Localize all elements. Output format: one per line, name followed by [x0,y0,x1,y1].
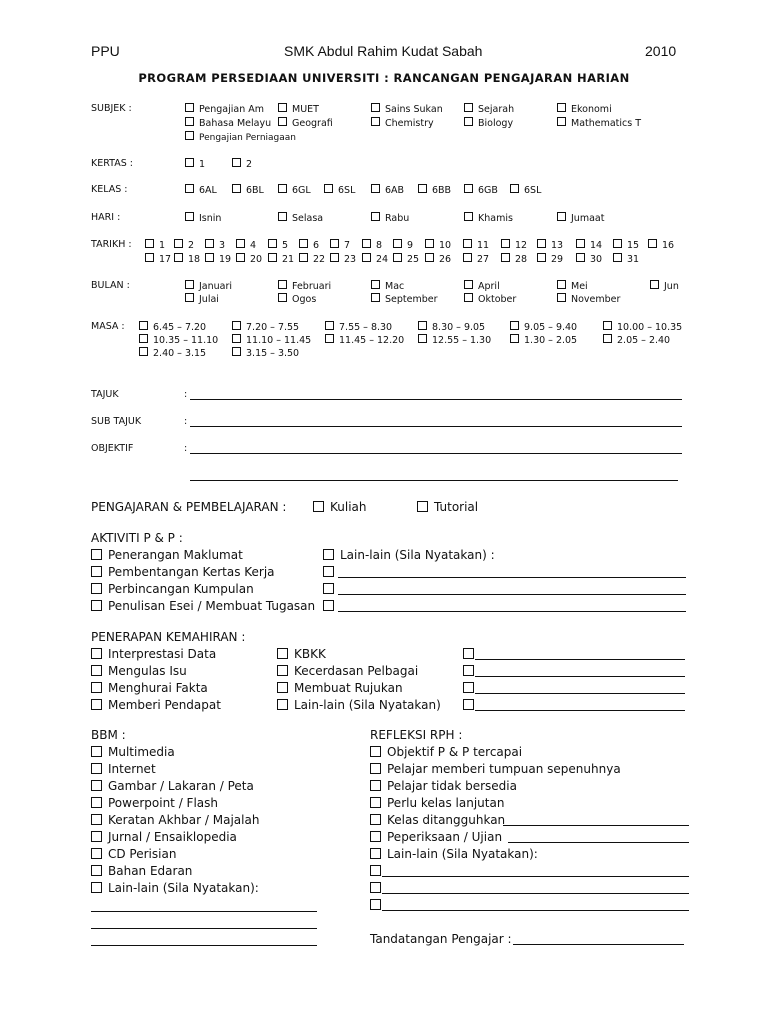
masa-option[interactable]: 11.10 – 11.45 [232,334,311,346]
checkbox-icon [613,239,622,248]
masa-option[interactable]: 11.45 – 12.20 [325,334,404,346]
kemahiran-blank-line[interactable] [475,710,685,711]
signature-line[interactable] [513,944,684,945]
refleksi-option[interactable]: Peperiksaan / Ujian [370,830,502,844]
bulan-option[interactable]: Mac [371,280,404,292]
kemahiran-option[interactable]: Membuat Rujukan [277,681,403,695]
checkbox-icon [370,831,381,842]
checkbox-icon [464,212,473,221]
subjek-option[interactable]: Pengajian Am [185,103,264,115]
checkbox-icon [278,212,287,221]
subjek-option[interactable]: Pengajian Perniagaan [185,131,296,143]
checkbox-icon [91,882,102,893]
checkbox-icon [232,158,241,167]
kemahiran-option[interactable]: Kecerdasan Pelbagai [277,664,418,678]
checkbox-icon [325,334,334,343]
checkbox-icon [205,239,214,248]
bbm-option[interactable]: Lain-lain (Sila Nyatakan): [91,881,259,895]
checkbox-icon [232,334,241,343]
refleksi-label: REFLEKSI RPH : [370,728,463,742]
checkbox-icon [557,293,566,302]
hari-option[interactable]: Isnin [185,212,221,224]
masa-option[interactable]: 1.30 – 2.05 [510,334,577,346]
bulan-option[interactable]: Mei [557,280,588,292]
checkbox-icon [91,566,102,577]
objektif-input-line[interactable] [190,453,682,454]
kemahiran-option[interactable]: Mengulas Isu [91,664,187,678]
aktiviti-option[interactable]: Penulisan Esei / Membuat Tugasan [91,599,315,613]
checkbox-icon [232,321,241,330]
checkbox-icon [174,239,183,248]
kertas-label: KERTAS : [91,158,133,169]
checkbox-icon [370,746,381,757]
checkbox-icon [278,293,287,302]
checkbox-icon [371,280,380,289]
bbm-option[interactable]: Internet [91,762,156,776]
checkbox-icon [371,184,380,193]
checkbox-icon [370,797,381,808]
checkbox-icon [603,321,612,330]
refleksi-option[interactable]: Objektif P & P tercapai [370,745,522,759]
checkbox-icon [463,239,472,248]
kelas-option[interactable]: 6AL [185,184,217,196]
objektif-colon: : [184,443,188,454]
kelas-option[interactable]: 6BB [418,184,451,196]
masa-option[interactable]: 2.40 – 3.15 [139,347,206,359]
bbm-blank-line[interactable] [91,945,317,946]
bbm-option[interactable]: Jurnal / Ensaiklopedia [91,830,237,844]
checkbox-icon [463,699,474,710]
aktiviti-blank-line[interactable] [338,594,686,595]
tarikh-option[interactable]: 4 [236,239,256,251]
tarikh-option[interactable]: 7 [330,239,350,251]
subjek-option[interactable]: Mathematics T [557,117,641,129]
tarikh-option[interactable]: 9 [393,239,413,251]
masa-option[interactable]: 12.55 – 1.30 [418,334,491,346]
hari-option[interactable]: Rabu [371,212,409,224]
kertas-option[interactable]: 1 [185,158,205,170]
checkbox-icon [185,131,194,140]
checkbox-icon [418,321,427,330]
checkbox-icon [370,882,381,893]
checkbox-icon [91,549,102,560]
checkbox-icon [464,117,473,126]
checkbox-icon [370,814,381,825]
pnp-option-kuliah[interactable]: Kuliah [313,500,367,514]
checkbox-icon [268,253,277,262]
checkbox-icon [464,103,473,112]
subjek-option[interactable]: Chemistry [371,117,434,129]
checkbox-icon [174,253,183,262]
checkbox-icon [323,566,334,577]
checkbox-icon [362,253,371,262]
kemahiran-option[interactable]: Memberi Pendapat [91,698,221,712]
checkbox-icon [236,239,245,248]
header-right: 2010 [645,43,677,59]
tarikh-option[interactable]: 28 [501,253,527,265]
bbm-blank-line[interactable] [91,928,317,929]
objektif-label: OBJEKTIF [91,443,134,454]
masa-option[interactable]: 9.05 – 9.40 [510,321,577,333]
checkbox-icon [91,746,102,757]
tarikh-option[interactable]: 8 [362,239,382,251]
tarikh-option[interactable]: 26 [425,253,451,265]
checkbox-icon [418,184,427,193]
checkbox-icon [557,212,566,221]
checkbox-icon [91,780,102,791]
checkbox-icon [205,253,214,262]
subjek-option[interactable]: Geografi [278,117,333,129]
checkbox-icon [91,699,102,710]
checkbox-icon [91,865,102,876]
tarikh-option[interactable]: 17 [145,253,171,265]
checkbox-icon [232,184,241,193]
kelas-option[interactable]: 6SL [510,184,541,196]
checkbox-icon [323,549,334,560]
checkbox-icon [613,253,622,262]
checkbox-icon [277,648,288,659]
checkbox-icon [330,253,339,262]
checkbox-icon [91,600,102,611]
masa-option[interactable]: 10.35 – 11.10 [139,334,218,346]
checkbox-icon [139,347,148,356]
checkbox-icon [370,848,381,859]
kemahiran-blank-line[interactable] [475,693,685,694]
checkbox-icon [139,334,148,343]
checkbox-icon [648,239,657,248]
checkbox-icon [510,334,519,343]
checkbox-icon [463,665,474,676]
refleksi-kelas-line[interactable] [503,825,689,826]
refleksi-ujian-line[interactable] [508,842,689,843]
checkbox-icon [370,899,381,910]
tarikh-option[interactable]: 15 [613,239,639,251]
header-left: PPU [91,43,120,59]
checkbox-icon [185,117,194,126]
sub-tajuk-input-line[interactable] [190,426,682,427]
checkbox-icon [501,239,510,248]
checkbox-icon [323,583,334,594]
checkbox-icon [501,253,510,262]
bbm-option[interactable]: Multimedia [91,745,175,759]
tarikh-option[interactable]: 30 [576,253,602,265]
refleksi-blank-line[interactable] [382,876,689,877]
refleksi-option[interactable]: Pelajar memberi tumpuan sepenuhnya [370,762,621,776]
bulan-option[interactable]: Jun [650,280,679,292]
checkbox-icon [417,501,428,512]
bulan-label: BULAN : [91,280,130,291]
subjek-label: SUBJEK : [91,103,132,114]
checkbox-icon [463,682,474,693]
kelas-option[interactable]: 6AB [371,184,404,196]
checkbox-icon [185,184,194,193]
tarikh-option[interactable]: 12 [501,239,527,251]
kemahiran-option[interactable]: Menghurai Fakta [91,681,208,695]
checkbox-icon [278,184,287,193]
checkbox-icon [425,253,434,262]
checkbox-icon [325,321,334,330]
tarikh-option[interactable]: 11 [463,239,489,251]
checkbox-icon [185,212,194,221]
checkbox-icon [330,239,339,248]
kelas-option[interactable]: 6GL [278,184,311,196]
masa-option[interactable]: 10.00 – 10.35 [603,321,682,333]
checkbox-icon [557,103,566,112]
tarikh-option[interactable]: 31 [613,253,639,265]
bbm-blank-line[interactable] [91,911,317,912]
tarikh-option[interactable]: 23 [330,253,356,265]
subjek-option[interactable]: Sejarah [464,103,514,115]
pnp-label: PENGAJARAN & PEMBELAJARAN : [91,500,287,514]
checkbox-icon [185,103,194,112]
masa-option[interactable]: 2.05 – 2.40 [603,334,670,346]
checkbox-icon [299,239,308,248]
tarikh-option[interactable]: 22 [299,253,325,265]
tajuk-colon: : [184,389,188,400]
bulan-option[interactable]: Januari [185,280,232,292]
kelas-option[interactable]: 6BL [232,184,264,196]
masa-option[interactable]: 7.20 – 7.55 [232,321,299,333]
checkbox-icon [371,212,380,221]
aktiviti-option[interactable]: Perbincangan Kumpulan [91,582,254,596]
bbm-label: BBM : [91,728,126,742]
checkbox-icon [278,103,287,112]
bulan-option[interactable]: Julai [185,293,219,305]
checkbox-icon [464,280,473,289]
tarikh-option[interactable]: 21 [268,253,294,265]
checkbox-icon [510,321,519,330]
checkbox-icon [185,280,194,289]
refleksi-option[interactable]: Perlu kelas lanjutan [370,796,504,810]
tarikh-label: TARIKH : [91,239,132,250]
bbm-option[interactable]: Gambar / Lakaran / Peta [91,779,254,793]
checkbox-icon [91,831,102,842]
aktiviti-blank-line[interactable] [338,577,686,578]
aktiviti-label: AKTIVITI P & P : [91,531,183,545]
kemahiran-blank-line[interactable] [475,659,685,660]
checkbox-icon [371,103,380,112]
refleksi-option[interactable]: Lain-lain (Sila Nyatakan): [370,847,538,861]
objektif-input-line-2[interactable] [190,480,678,481]
kemahiran-label: PENERAPAN KEMAHIRAN : [91,630,246,644]
pnp-option-tutorial[interactable]: Tutorial [417,500,478,514]
checkbox-icon [510,184,519,193]
checkbox-icon [236,253,245,262]
tajuk-input-line[interactable] [190,399,682,400]
tarikh-option[interactable]: 14 [576,239,602,251]
checkbox-icon [464,184,473,193]
tarikh-option[interactable]: 2 [174,239,194,251]
checkbox-icon [425,239,434,248]
kelas-label: KELAS : [91,184,128,195]
checkbox-icon [650,280,659,289]
refleksi-blank-line[interactable] [382,893,689,894]
checkbox-icon [418,334,427,343]
checkbox-icon [91,763,102,774]
bulan-option[interactable]: November [557,293,620,305]
checkbox-icon [277,682,288,693]
checkbox-icon [370,780,381,791]
kemahiran-option[interactable]: Lain-lain (Sila Nyatakan) [277,698,441,712]
subjek-option[interactable]: Sains Sukan [371,103,443,115]
bbm-option[interactable]: Powerpoint / Flash [91,796,218,810]
kemahiran-option[interactable]: Interprestasi Data [91,647,216,661]
aktiviti-option-lain[interactable]: Lain-lain (Sila Nyatakan) : [323,548,495,562]
checkbox-icon [277,699,288,710]
masa-option[interactable]: 8.30 – 9.05 [418,321,485,333]
aktiviti-option[interactable]: Pembentangan Kertas Kerja [91,565,275,579]
tarikh-option[interactable]: 25 [393,253,419,265]
tarikh-option[interactable]: 3 [205,239,225,251]
checkbox-icon [299,253,308,262]
tarikh-option[interactable]: 1 [145,239,165,251]
sub-tajuk-label: SUB TAJUK [91,416,142,427]
checkbox-icon [145,253,154,262]
checkbox-icon [371,293,380,302]
checkbox-icon [324,184,333,193]
refleksi-option[interactable]: Kelas ditangguhkan [370,813,505,827]
checkbox-icon [277,665,288,676]
checkbox-icon [91,583,102,594]
bulan-option[interactable]: September [371,293,438,305]
subjek-option[interactable]: MUET [278,103,319,115]
checkbox-icon [463,253,472,262]
checkbox-icon [393,239,402,248]
tarikh-option[interactable]: 10 [425,239,451,251]
masa-label: MASA : [91,321,125,332]
checkbox-icon [139,321,148,330]
checkbox-icon [537,253,546,262]
checkbox-icon [91,665,102,676]
aktiviti-option[interactable]: Penerangan Maklumat [91,548,243,562]
bbm-option[interactable]: CD Perisian [91,847,176,861]
bbm-option[interactable]: Keratan Akhbar / Majalah [91,813,259,827]
header-center: SMK Abdul Rahim Kudat Sabah [284,43,483,59]
masa-option[interactable]: 6.45 – 7.20 [139,321,206,333]
checkbox-icon [91,797,102,808]
tarikh-option[interactable]: 16 [648,239,674,251]
checkbox-icon [91,814,102,825]
bulan-option[interactable]: Oktober [464,293,516,305]
subjek-option[interactable]: Bahasa Melayu [185,117,271,129]
hari-option[interactable]: Jumaat [557,212,604,224]
checkbox-icon [91,648,102,659]
refleksi-option[interactable]: Pelajar tidak bersedia [370,779,517,793]
kertas-option[interactable]: 2 [232,158,252,170]
tarikh-option[interactable]: 19 [205,253,231,265]
sub-tajuk-colon: : [184,416,188,427]
hari-option[interactable]: Selasa [278,212,323,224]
checkbox-icon [537,239,546,248]
tarikh-option[interactable]: 24 [362,253,388,265]
checkbox-icon [91,682,102,693]
signature-label: Tandatangan Pengajar : [370,932,512,946]
bulan-option[interactable]: Ogos [278,293,316,305]
checkbox-icon [278,117,287,126]
checkbox-icon [393,253,402,262]
checkbox-icon [232,347,241,356]
checkbox-icon [557,117,566,126]
form-title: PROGRAM PERSEDIAAN UNIVERSITI : RANCANGAN PENGAJARAN HARIAN [138,71,630,85]
checkbox-icon [371,117,380,126]
masa-option[interactable]: 7.55 – 8.30 [325,321,392,333]
kelas-option[interactable]: 6GB [464,184,498,196]
tajuk-label: TAJUK [91,389,119,400]
checkbox-icon [268,239,277,248]
checkbox-icon [313,501,324,512]
tarikh-option[interactable]: 5 [268,239,288,251]
kelas-option[interactable]: 6SL [324,184,355,196]
checkbox-icon [323,600,334,611]
hari-label: HARI : [91,212,121,223]
checkbox-icon [278,280,287,289]
hari-option[interactable]: Khamis [464,212,513,224]
tarikh-option[interactable]: 6 [299,239,319,251]
checkbox-icon [185,293,194,302]
tarikh-option[interactable]: 29 [537,253,563,265]
tarikh-option[interactable]: 20 [236,253,262,265]
subjek-option[interactable]: Biology [464,117,513,129]
kemahiran-option[interactable]: KBKK [277,647,326,661]
checkbox-icon [576,239,585,248]
tarikh-option[interactable]: 27 [463,253,489,265]
checkbox-icon [185,158,194,167]
bulan-option[interactable]: Februari [278,280,331,292]
checkbox-icon [576,253,585,262]
checkbox-icon [370,763,381,774]
subjek-option[interactable]: Ekonomi [557,103,612,115]
masa-option[interactable]: 3.15 – 3.50 [232,347,299,359]
checkbox-icon [91,848,102,859]
checkbox-icon [463,648,474,659]
bulan-option[interactable]: April [464,280,500,292]
tarikh-option[interactable]: 18 [174,253,200,265]
bbm-option[interactable]: Bahan Edaran [91,864,192,878]
tarikh-option[interactable]: 13 [537,239,563,251]
checkbox-icon [362,239,371,248]
checkbox-icon [557,280,566,289]
kemahiran-blank-line[interactable] [475,676,685,677]
aktiviti-blank-line[interactable] [338,611,686,612]
refleksi-blank-line[interactable] [382,910,689,911]
checkbox-icon [464,293,473,302]
checkbox-icon [603,334,612,343]
checkbox-icon [145,239,154,248]
checkbox-icon [370,865,381,876]
